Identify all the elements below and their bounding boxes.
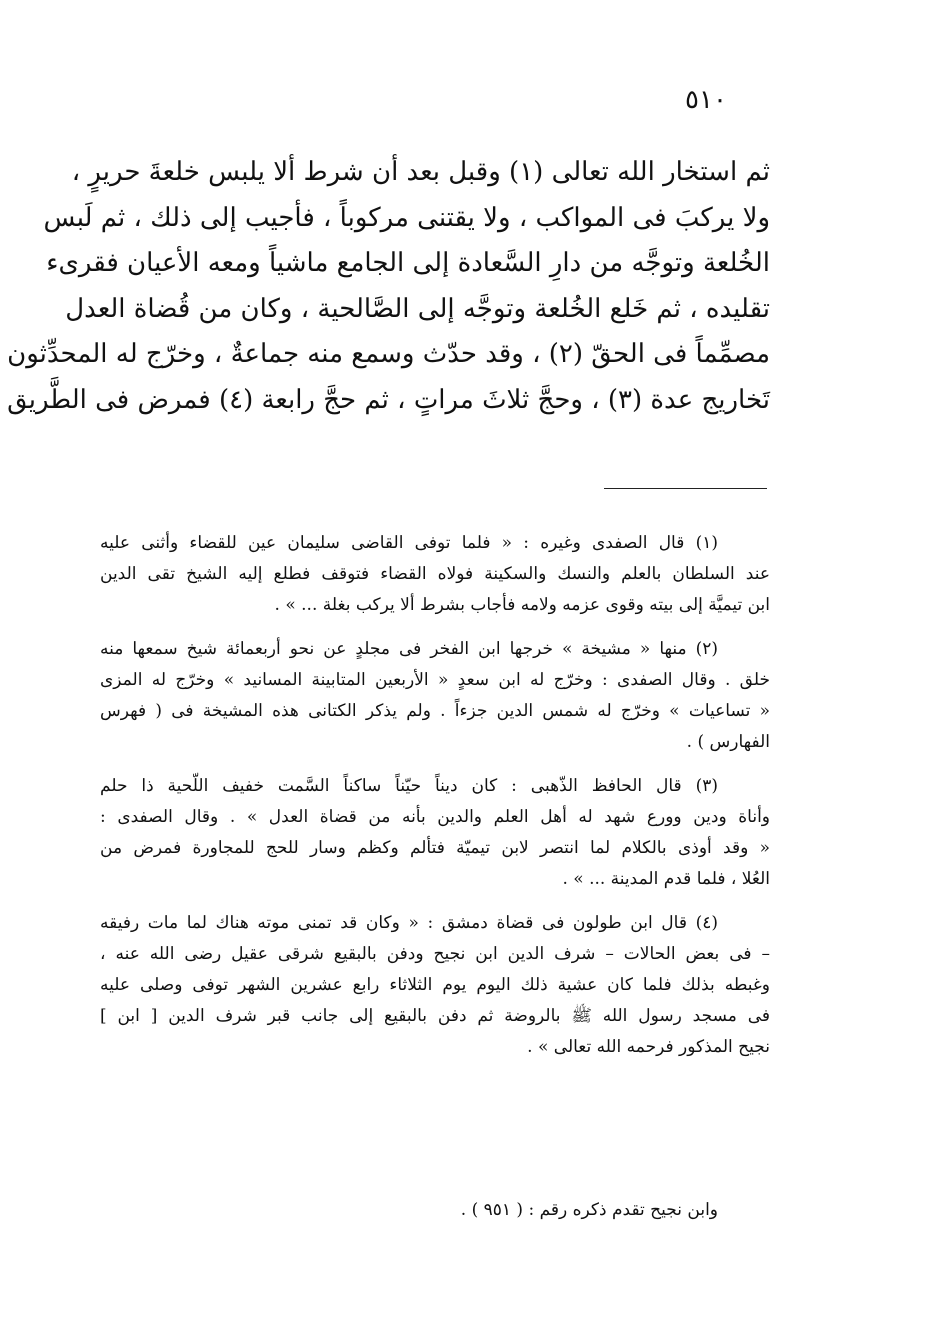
page-number: ٥١٠ xyxy=(685,85,727,115)
footnote-3 xyxy=(100,771,770,895)
footnote-line: « وقد أوذى بالكلام لما انتصر لابن تيميّة فتألم وكظم وسار للحج للمجاورة فمرض من xyxy=(100,838,770,858)
closing-note: وابن نجيح تقدم ذكره رقم : ( ٩٥١ ) . xyxy=(460,1200,718,1220)
footnote-line: (٢) منها « مشيخة » خرجها ابن الفخر فى مجلدٍ عن نحو أربعمائة شيخ سمعها منه xyxy=(100,639,718,659)
main-text-line: مصمِّماً فى الحقّ (٢) ، وقد حدّث وسمع منه جماعةٌ ، وخرّج له المحدِّثون xyxy=(7,339,770,369)
footnote-line: فى مسجد رسول الله ﷺ بالروضة ثم دفن بالبقيع إلى جانب قبر شرف الدين [ ابن ] xyxy=(100,1006,770,1026)
main-text-line: الخُلعة وتوجَّه من دارِ السَّعادة إلى الجامع ماشياً ومعه الأعيان فقرىء xyxy=(46,248,770,278)
footnote-1 xyxy=(100,528,770,621)
footnote-line: وأناة ودين وورع شهد له أهل العلم والدين بأنه من قضاة العدل » . وقال الصفدى : xyxy=(100,807,770,827)
footnote-line: – فى بعض الحالات – شرف الدين ابن نجيح ودفن بالبقيع شرقى عقيل رضى الله عنه ، xyxy=(100,944,770,964)
footnote-2 xyxy=(100,634,770,758)
footnote-line: العُلا ، فلما قدم المدينة ... » . xyxy=(562,869,770,889)
footnote-divider xyxy=(604,488,767,489)
main-text-line: تقليده ، ثم خَلع الخُلعة وتوجَّه إلى الصَّالحية ، وكان من قُضاة العدل xyxy=(65,293,770,324)
main-text-line: ولا يركبَ فى المواكب ، ولا يقتنى مركوباً ، فأجيب إلى ذلك ، ثم لَبس xyxy=(43,202,770,233)
footnote-line: (١) قال الصفدى وغيره : « فلما توفى القاضى سليمان عين للقضاء وأثنى عليه xyxy=(100,533,718,553)
main-text-block xyxy=(7,150,770,423)
footnote-line: الفهارس ) . xyxy=(686,732,770,752)
main-text-line: تَخاريج عدة (٣) ، وحجَّ ثلاثَ مراتٍ ، ثم حجَّ رابعة (٤) فمرض فى الطَّريق xyxy=(7,384,770,415)
footnotes-section xyxy=(100,528,770,1076)
main-text-line: ثم استخار الله تعالى (١) وقبل بعد أن شرط ألا يلبس خلعةَ حريرٍ ، xyxy=(71,157,770,187)
footnote-line: (٣) قال الحافظ الذّهبى : كان ديناً حيّناً ساكناً السَّمت خفيف اللّحية ذا حلم xyxy=(100,776,718,796)
footnote-line: ابن تيميَّة إلى بيته وقوى عزمه ولامه فأجاب بشرط ألا يركب بغلة ... » . xyxy=(274,595,770,615)
footnote-4 xyxy=(100,908,770,1063)
footnote-line: عند السلطان بالعلم والنسك والسكينة فولاه القضاء فتوقف فطلع إليه الشيخ تقى الدين xyxy=(100,564,770,584)
footnote-line: (٤) قال ابن طولون فى قضاة دمشق : « وكان قد تمنى موته هناك لما مات رفيقه xyxy=(100,913,718,933)
footnote-line: خلق . وقال الصفدى : وخرّج له ابن سعدٍ « الأربعين المتابينة المسانيد » وخرّج له المزى xyxy=(100,670,770,690)
footnote-line: « تساعيات » وخرّج له شمس الدين جزءاً . ولم يذكر الكتانى هذه المشيخة فى ( فهرس xyxy=(100,701,770,721)
footnote-line: نجيح المذكور فرحمه الله تعالى » . xyxy=(527,1037,770,1057)
footnote-line: وغبطه بذلك فلما كان عشية ذلك اليوم يوم الثلاثاء رابع عشرين الشهر توفى وصلى عليه xyxy=(100,975,770,995)
